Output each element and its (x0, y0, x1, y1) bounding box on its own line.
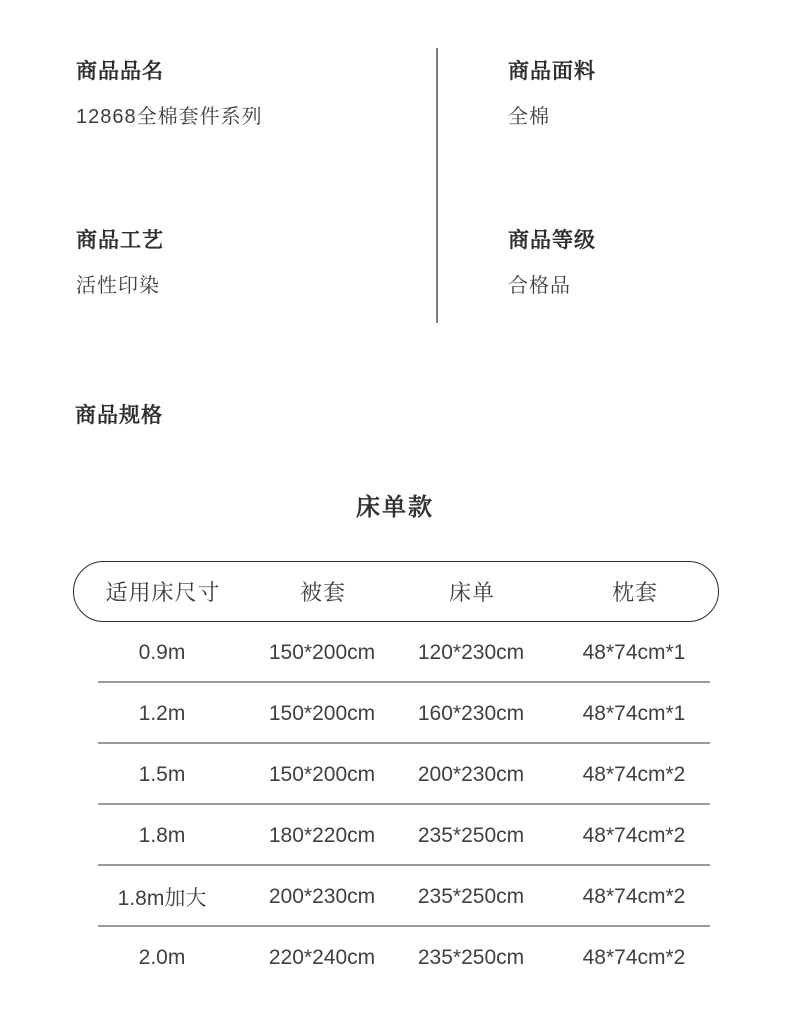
table-cell: 1.2m (138, 701, 186, 725)
column-divider (436, 48, 438, 323)
table-cell: 150*200cm (268, 640, 376, 664)
field-label: 商品面料 (508, 60, 596, 83)
field-fabric (508, 58, 790, 131)
table-cell: 1.5m (138, 762, 186, 786)
table-cell: 120*230cm (417, 640, 525, 664)
table-row (73, 622, 719, 683)
table-cell: 1.8m (138, 823, 186, 847)
table-cell: 180*220cm (268, 823, 376, 847)
table-row (73, 744, 719, 805)
header-cell-pillowcase: 枕套 (611, 580, 658, 605)
table-cell: 48*74cm*2 (582, 762, 686, 786)
header-cell-bed-size: 适用床尺寸 (105, 580, 221, 605)
field-grade (508, 227, 790, 300)
table-row (73, 805, 719, 866)
field-craft (76, 227, 416, 300)
field-label: 商品等级 (508, 229, 596, 252)
header-cell-duvet-cover: 被套 (299, 580, 346, 605)
table-cell: 235*250cm (417, 823, 525, 847)
spec-section-heading: 商品规格 (75, 404, 163, 427)
table-cell: 2.0m (138, 945, 186, 969)
table-row (73, 866, 719, 927)
table-cell: 150*200cm (268, 701, 376, 725)
table-cell: 235*250cm (417, 884, 525, 908)
table-cell: 150*200cm (268, 762, 376, 786)
table-cell: 220*240cm (268, 945, 376, 969)
table-cell: 235*250cm (417, 945, 525, 969)
table-row (73, 683, 719, 744)
table-cell: 48*74cm*2 (582, 945, 686, 969)
size-table (73, 561, 719, 988)
table-cell: 0.9m (138, 640, 186, 664)
field-label: 商品工艺 (76, 229, 164, 252)
table-cell: 160*230cm (417, 701, 525, 725)
field-value: 合格品 (508, 275, 571, 297)
field-product-name (76, 58, 416, 131)
header-cell-bed-sheet: 床单 (448, 580, 495, 605)
table-cell: 48*74cm*2 (582, 884, 686, 908)
field-value: 活性印染 (76, 275, 160, 297)
field-label: 商品品名 (76, 60, 164, 83)
size-table-header (73, 561, 719, 622)
field-value: 全棉 (508, 106, 550, 128)
table-title: 床单款 (356, 494, 434, 521)
table-cell: 48*74cm*1 (582, 701, 686, 725)
field-value: 12868全棉套件系列 (76, 106, 263, 128)
table-cell: 1.8m加大 (117, 886, 207, 910)
table-cell: 48*74cm*2 (582, 823, 686, 847)
table-cell: 200*230cm (268, 884, 376, 908)
table-row (73, 927, 719, 988)
table-cell: 48*74cm*1 (582, 640, 686, 664)
table-cell: 200*230cm (417, 762, 525, 786)
